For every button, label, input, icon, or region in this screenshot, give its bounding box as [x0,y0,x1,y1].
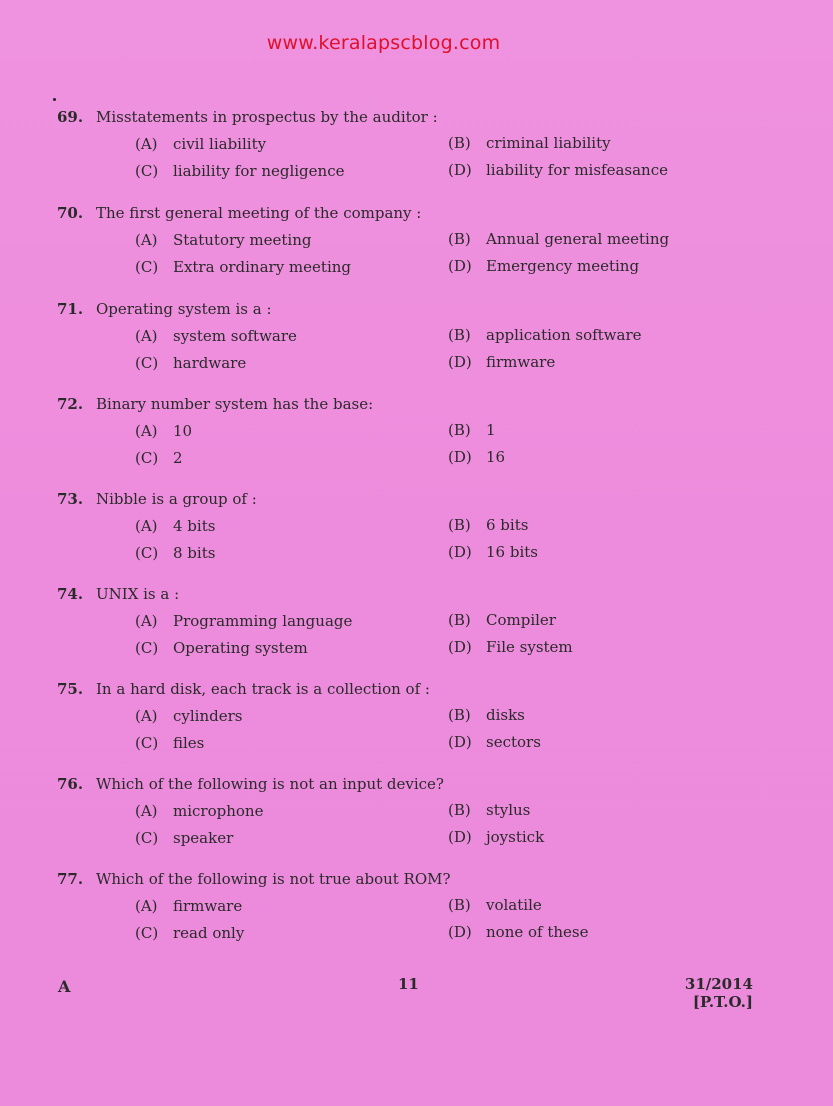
question-77 [0,870,833,960]
option-c: (C) 2 [135,449,183,467]
option-a: (A) cylinders [135,707,243,725]
option-d: (D) 16 bits [448,543,538,561]
question-69 [0,108,833,198]
watermark-url: www.keralapscblog.com [266,32,501,54]
option-a: (A) microphone [135,802,264,820]
option-b: (B) application software [448,326,642,344]
question-text: Which of the following is not an input device? [96,775,444,793]
question-71 [0,300,833,390]
option-c: (C) read only [135,924,245,942]
question-text: In a hard disk, each track is a collection of : [96,680,430,698]
question-74 [0,585,833,675]
question-text: Operating system is a : [96,300,272,318]
question-number: 70. [57,204,84,222]
option-b: (B) disks [448,706,525,724]
option-d: (D) liability for misfeasance [448,161,668,179]
question-text: Which of the following is not true about ROM? [96,870,451,888]
question-number: 72. [57,395,84,413]
option-c: (C) Operating system [135,639,308,657]
question-number: 74. [57,585,84,603]
option-b: (B) stylus [448,801,531,819]
stray-mark [53,98,56,101]
option-b: (B) volatile [448,896,542,914]
question-text: UNIX is a : [96,585,180,603]
option-d: (D) firmware [448,353,556,371]
footer-right [685,975,753,1011]
pto-note: [P.T.O.] [692,993,753,1011]
option-b: (B) Compiler [448,611,556,629]
option-c: (C) speaker [135,829,234,847]
question-75 [0,680,833,770]
exam-code: 31/2014 [684,975,753,993]
option-d: (D) sectors [448,733,541,751]
question-72 [0,395,833,485]
question-text: Misstatements in prospectus by the auditor : [96,108,438,126]
question-number: 75. [57,680,84,698]
question-number: 69. [57,108,84,126]
option-a: (A) firmware [135,897,243,915]
question-73 [0,490,833,580]
question-76 [0,775,833,865]
question-number: 77. [57,870,84,888]
option-c: (C) Extra ordinary meeting [135,258,352,276]
option-d: (D) File system [448,638,573,656]
question-text: The first general meeting of the company : [96,204,422,222]
question-text: Binary number system has the base: [96,395,374,413]
option-b: (B) criminal liability [448,134,611,152]
option-a: (A) Programming language [135,612,353,630]
option-c: (C) hardware [135,354,247,372]
option-d: (D) joystick [448,828,545,846]
option-b: (B) 1 [448,421,496,439]
option-b: (B) Annual general meeting [448,230,670,248]
question-70 [0,204,833,294]
question-number: 73. [57,490,84,508]
question-number: 76. [57,775,84,793]
option-c: (C) liability for negligence [135,162,345,180]
series-code: A [58,977,71,996]
question-text: Nibble is a group of : [96,490,257,508]
option-b: (B) 6 bits [448,516,529,534]
option-a: (A) 4 bits [135,517,216,535]
option-a: (A) civil liability [135,135,267,153]
option-c: (C) 8 bits [135,544,216,562]
page-number: 11 [398,975,419,993]
option-a: (A) system software [135,327,297,345]
option-a: (A) Statutory meeting [135,231,312,249]
option-d: (D) 16 [448,448,506,466]
option-d: (D) none of these [448,923,589,941]
question-number: 71. [57,300,84,318]
option-d: (D) Emergency meeting [448,257,640,275]
option-a: (A) 10 [135,422,193,440]
option-c: (C) files [135,734,205,752]
